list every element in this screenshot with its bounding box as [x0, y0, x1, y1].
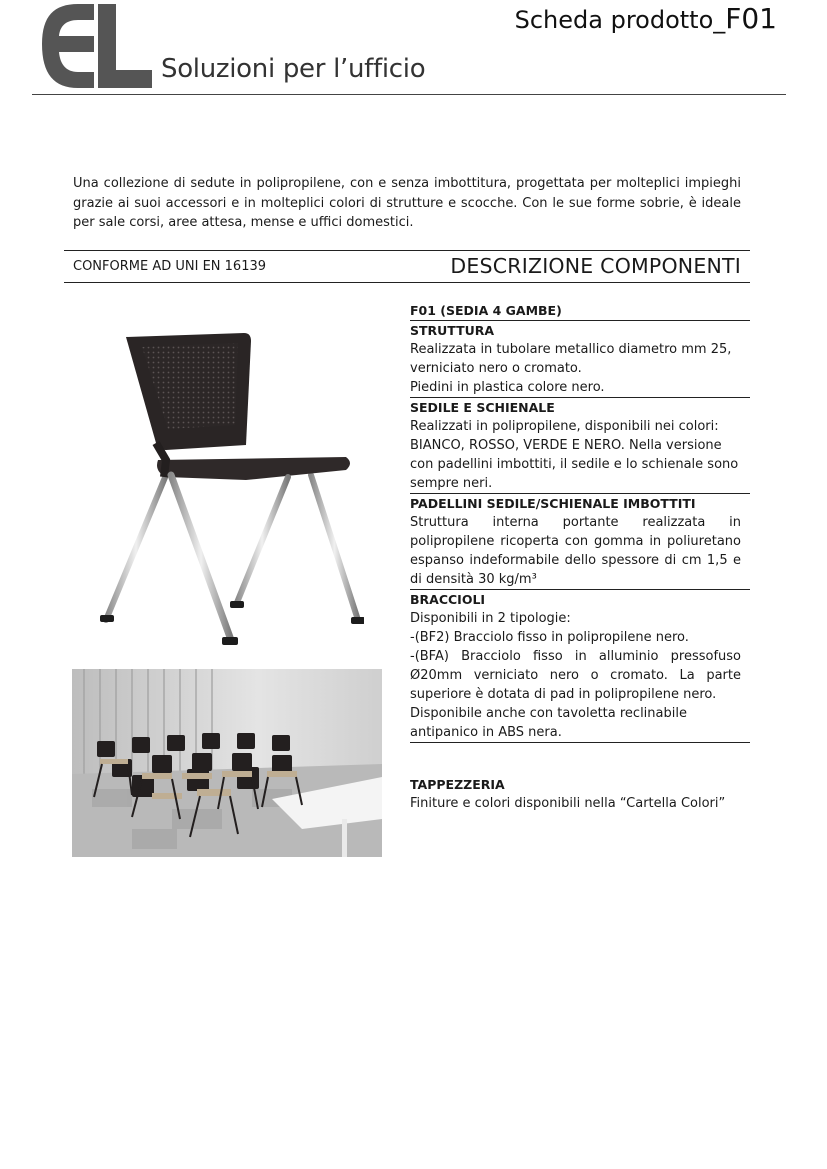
product-name: F01 (SEDIA 4 GAMBE) — [410, 303, 562, 318]
struttura-line: Piedini in plastica colore nero. — [410, 380, 605, 395]
braccioli-line: Disponibili in 2 tipologie: — [410, 611, 571, 626]
padellini-title: PADELLINI SEDILE/SCHIENALE IMBOTTITI — [410, 496, 696, 511]
struttura-title: STRUTTURA — [410, 323, 495, 338]
logo-tagline: Soluzioni per l’ufficio — [161, 54, 426, 84]
specifications — [410, 301, 750, 813]
chair-image — [96, 325, 364, 655]
title-prefix: Scheda prodotto_ — [514, 6, 726, 34]
padellini-text: Struttura interna portante realizzata in polipropilene ricoperta con gomma in poliuretano espanso indeformabile dello spessore di cm 1,5 e di densità 30 kg/m³ — [410, 515, 741, 587]
document-title — [515, 2, 777, 35]
braccioli-line: -(BFA) Bracciolo fisso in alluminio pressofuso Ø20mm verniciato nero o cromato. La parte superiore è dotata di pad in polipropilene nero. — [410, 649, 741, 702]
tappezzeria-text: Finiture e colori disponibili nella “Cartella Colori” — [410, 796, 726, 811]
product-code: F01 — [725, 2, 777, 35]
section-rule-bottom — [64, 282, 750, 283]
braccioli-line: -(BF2) Bracciolo fisso in polipropilene nero. — [410, 630, 689, 645]
braccioli-line: Disponibile anche con tavoletta reclinabile antipanico in ABS nera. — [410, 706, 687, 740]
company-logo — [32, 2, 154, 90]
sedile-text: Realizzati in polipropilene, disponibili nei colori: BIANCO, ROSSO, VERDE E NERO. Nella versione con padellini imbottiti, il sedile e lo schienale sono sempre neri. — [410, 419, 739, 491]
section-rule-top — [64, 250, 750, 251]
struttura-line: verniciato nero o cromato. — [410, 361, 582, 376]
header-divider — [32, 94, 786, 95]
section-title: DESCRIZIONE COMPONENTI — [450, 254, 741, 278]
sedile-title: SEDILE E SCHIENALE — [410, 400, 555, 415]
classroom-photo — [72, 669, 382, 857]
struttura-line: Realizzata in tubolare metallico diametro mm 25, — [410, 342, 732, 357]
standard-label: CONFORME AD UNI EN 16139 — [73, 259, 267, 274]
braccioli-title: BRACCIOLI — [410, 592, 486, 607]
intro-paragraph: Una collezione di sedute in polipropilene, con e senza imbottitura, progettata per molteplici impieghi grazie ai suoi accessori e in molteplici colori di strutture e scocche. Con le sue forme sobrie, è ideale per sale corsi, aree attesa, mense e uffici domestici. — [73, 176, 741, 230]
tappezzeria-title: TAPPEZZERIA — [410, 777, 505, 792]
